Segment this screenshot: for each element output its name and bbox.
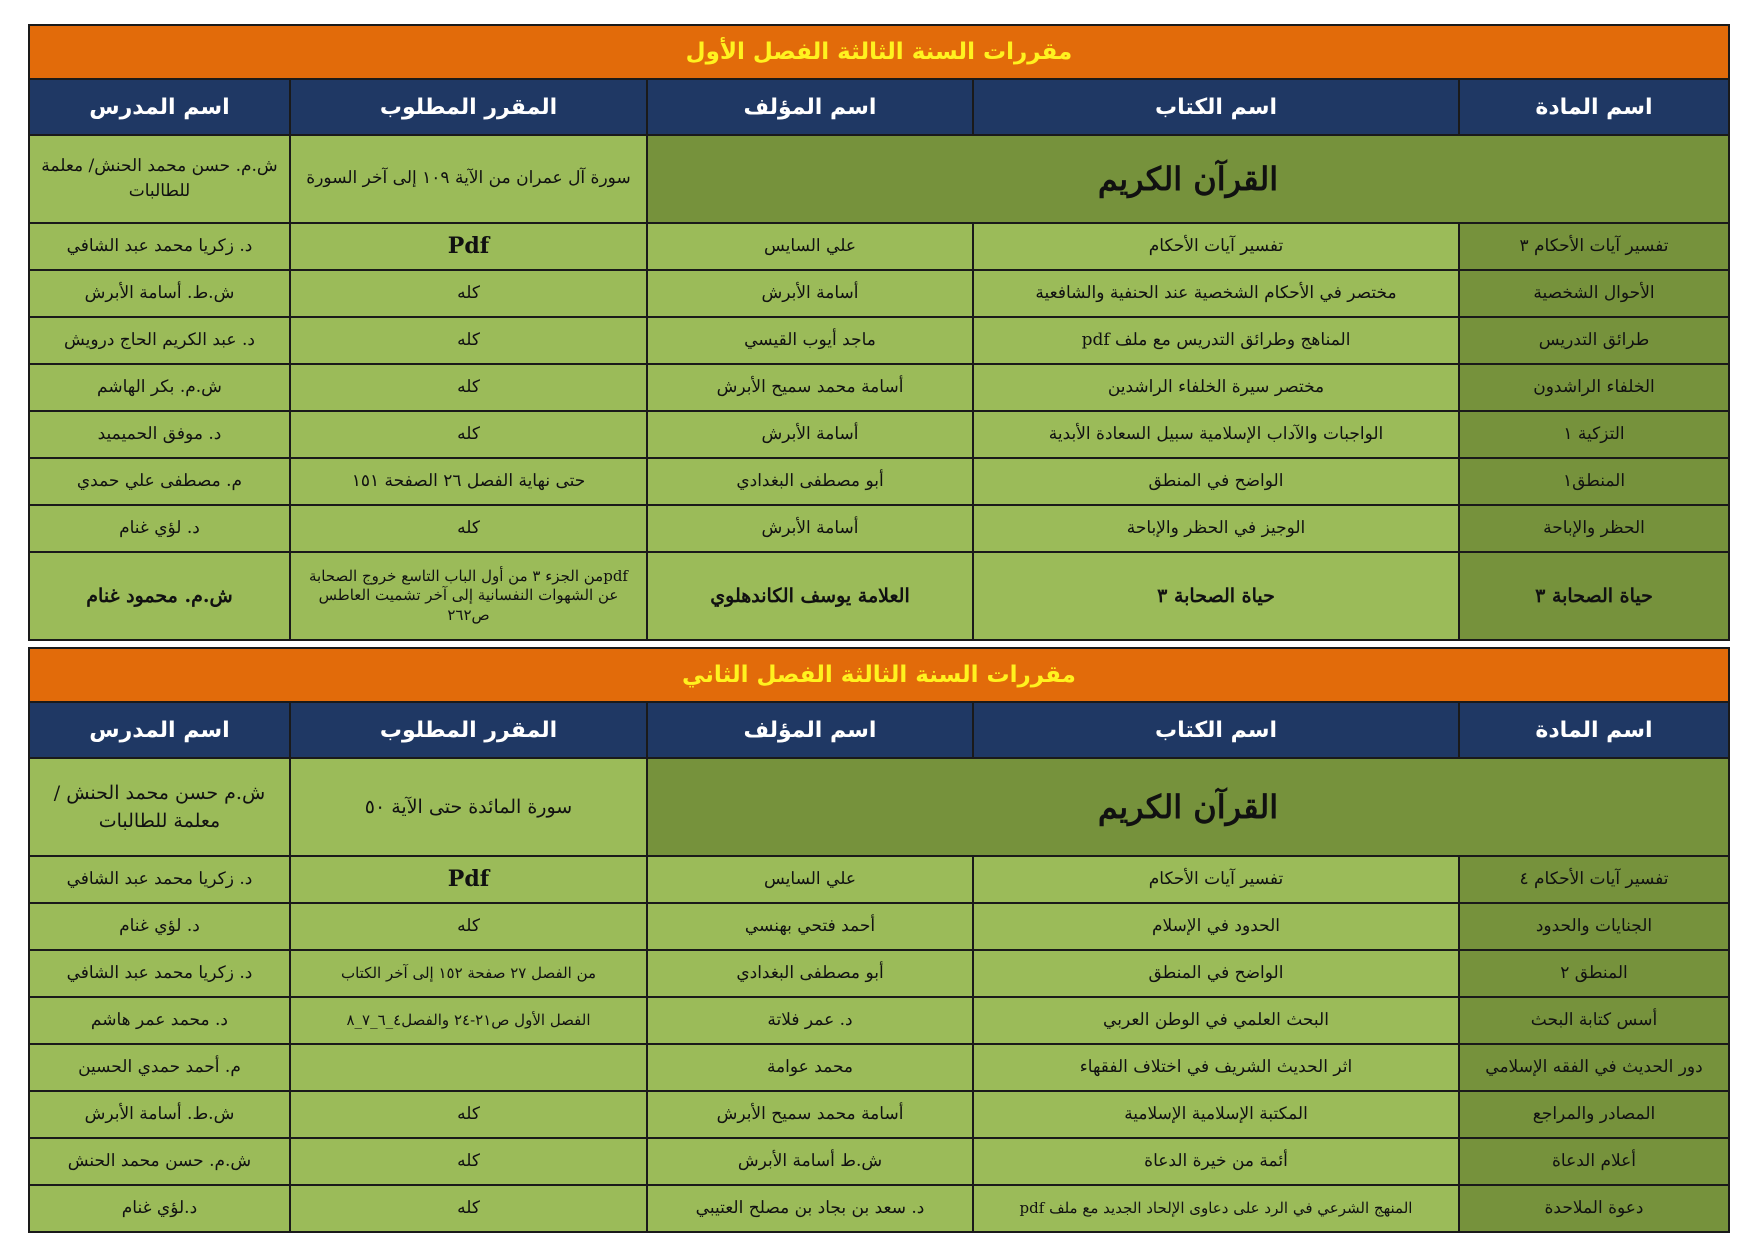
table-row xyxy=(29,552,1729,640)
table-row xyxy=(29,411,1729,458)
teacher-cell: د.لؤي غنام xyxy=(29,1185,290,1232)
quran-label: القرآن الكريم xyxy=(647,758,1729,856)
semester-2-section xyxy=(30,647,1730,1233)
author-cell: أسامة الأبرش xyxy=(647,270,973,317)
author-cell: ماجد أيوب القيسي xyxy=(647,317,973,364)
quran-row xyxy=(29,135,1729,223)
required-cell: كله xyxy=(290,1185,647,1232)
table-row xyxy=(29,950,1729,997)
required-cell: من الفصل ٢٧ صفحة ١٥٢ إلى آخر الكتاب xyxy=(290,950,647,997)
required-cell: كله xyxy=(290,317,647,364)
required-cell: كله xyxy=(290,1091,647,1138)
required-cell: كله xyxy=(290,270,647,317)
required-cell: الفصل الأول ص٢١-٢٤ والفصل٤_٦_٧_٨ xyxy=(290,997,647,1044)
semester-1-table xyxy=(28,24,1730,641)
table-row xyxy=(29,856,1729,903)
required-cell: pdfمن الجزء ٣ من أول الباب التاسع خروج الصحابة عن الشهوات النفسانية إلى آخر تشميت العاطس ص٢٦٢ xyxy=(290,552,647,640)
subject-cell: تفسير آيات الأحكام ٣ xyxy=(1459,223,1729,270)
header-author: اسم المؤلف xyxy=(647,702,973,758)
required-cell: كله xyxy=(290,903,647,950)
teacher-cell: م. أحمد حمدي الحسين xyxy=(29,1044,290,1091)
teacher-cell: ش.م. بكر الهاشم xyxy=(29,364,290,411)
header-book: اسم الكتاب xyxy=(973,79,1459,135)
subject-cell: التزكية ١ xyxy=(1459,411,1729,458)
quran-row xyxy=(29,758,1729,856)
teacher-cell: د. لؤي غنام xyxy=(29,903,290,950)
quran-required: سورة آل عمران من الآية ١٠٩ إلى آخر السورة xyxy=(290,135,647,223)
book-cell: حياة الصحابة ٣ xyxy=(973,552,1459,640)
header-subject: اسم المادة xyxy=(1459,702,1729,758)
author-cell: د. سعد بن بجاد بن مصلح العتيبي xyxy=(647,1185,973,1232)
semester-1-header-row xyxy=(29,79,1729,135)
required-cell: كله xyxy=(290,411,647,458)
header-required: المقرر المطلوب xyxy=(290,702,647,758)
book-cell: الوجيز في الحظر والإباحة xyxy=(973,505,1459,552)
teacher-cell: د. زكريا محمد عبد الشافي xyxy=(29,223,290,270)
semester-2-table xyxy=(28,647,1730,1233)
author-cell: ش.ط أسامة الأبرش xyxy=(647,1138,973,1185)
author-cell: محمد عوامة xyxy=(647,1044,973,1091)
table-row xyxy=(29,1044,1729,1091)
quran-required: سورة المائدة حتى الآية ٥٠ xyxy=(290,758,647,856)
author-cell: أسامة محمد سميح الأبرش xyxy=(647,364,973,411)
book-cell: الواجبات والآداب الإسلامية سبيل السعادة الأبدية xyxy=(973,411,1459,458)
subject-cell: أعلام الدعاة xyxy=(1459,1138,1729,1185)
book-cell: المكتبة الإسلامية الإسلامية xyxy=(973,1091,1459,1138)
header-teacher: اسم المدرس xyxy=(29,702,290,758)
subject-cell: دعوة الملاحدة xyxy=(1459,1185,1729,1232)
book-cell: البحث العلمي في الوطن العربي xyxy=(973,997,1459,1044)
table-row xyxy=(29,1091,1729,1138)
book-cell: الحدود في الإسلام xyxy=(973,903,1459,950)
author-cell: أبو مصطفى البغدادي xyxy=(647,458,973,505)
teacher-cell: د. عبد الكريم الحاج درويش xyxy=(29,317,290,364)
header-required: المقرر المطلوب xyxy=(290,79,647,135)
book-cell: اثر الحديث الشريف في اختلاف الفقهاء xyxy=(973,1044,1459,1091)
table-row xyxy=(29,1138,1729,1185)
teacher-cell: د. لؤي غنام xyxy=(29,505,290,552)
semester-2-title: مقررات السنة الثالثة الفصل الثاني xyxy=(29,648,1729,702)
teacher-cell: د. زكريا محمد عبد الشافي xyxy=(29,950,290,997)
book-cell: المنهج الشرعي في الرد على دعاوى الإلحاد الجديد مع ملف pdf xyxy=(973,1185,1459,1232)
teacher-cell: د. محمد عمر هاشم xyxy=(29,997,290,1044)
page xyxy=(30,24,1730,1233)
author-cell: أسامة الأبرش xyxy=(647,505,973,552)
required-cell: Pdf xyxy=(290,856,647,903)
subject-cell: طرائق التدريس xyxy=(1459,317,1729,364)
author-cell: أسامة محمد سميح الأبرش xyxy=(647,1091,973,1138)
table-row xyxy=(29,903,1729,950)
book-cell: تفسير آيات الأحكام xyxy=(973,223,1459,270)
header-author: اسم المؤلف xyxy=(647,79,973,135)
table-row xyxy=(29,458,1729,505)
semester-1-title-row xyxy=(29,25,1729,79)
teacher-cell: ش.ط. أسامة الأبرش xyxy=(29,270,290,317)
quran-label: القرآن الكريم xyxy=(647,135,1729,223)
teacher-cell: م. مصطفى علي حمدي xyxy=(29,458,290,505)
book-cell: مختصر في الأحكام الشخصية عند الحنفية والشافعية xyxy=(973,270,1459,317)
quran-teacher: ش.م. حسن محمد الحنش/ معلمة للطالبات xyxy=(29,135,290,223)
required-cell xyxy=(290,1044,647,1091)
author-cell: العلامة يوسف الكاندهلوي xyxy=(647,552,973,640)
required-cell: Pdf xyxy=(290,223,647,270)
subject-cell: دور الحديث في الفقه الإسلامي xyxy=(1459,1044,1729,1091)
required-cell: كله xyxy=(290,364,647,411)
header-book: اسم الكتاب xyxy=(973,702,1459,758)
author-cell: علي السايس xyxy=(647,223,973,270)
subject-cell: أسس كتابة البحث xyxy=(1459,997,1729,1044)
author-cell: أحمد فتحي بهنسي xyxy=(647,903,973,950)
subject-cell: الجنايات والحدود xyxy=(1459,903,1729,950)
header-teacher: اسم المدرس xyxy=(29,79,290,135)
subject-cell: الأحوال الشخصية xyxy=(1459,270,1729,317)
subject-cell: المنطق ٢ xyxy=(1459,950,1729,997)
book-cell: تفسير آيات الأحكام xyxy=(973,856,1459,903)
author-cell: علي السايس xyxy=(647,856,973,903)
header-subject: اسم المادة xyxy=(1459,79,1729,135)
table-row xyxy=(29,505,1729,552)
author-cell: أبو مصطفى البغدادي xyxy=(647,950,973,997)
table-row xyxy=(29,997,1729,1044)
table-row xyxy=(29,270,1729,317)
book-cell: الواضح في المنطق xyxy=(973,458,1459,505)
author-cell: أسامة الأبرش xyxy=(647,411,973,458)
required-cell: كله xyxy=(290,1138,647,1185)
teacher-cell: ش.ط. أسامة الأبرش xyxy=(29,1091,290,1138)
semester-2-title-row xyxy=(29,648,1729,702)
semester-1-title: مقررات السنة الثالثة الفصل الأول xyxy=(29,25,1729,79)
teacher-cell: ش.م. حسن محمد الحنش xyxy=(29,1138,290,1185)
table-row xyxy=(29,317,1729,364)
subject-cell: الحظر والإباحة xyxy=(1459,505,1729,552)
subject-cell: المنطق١ xyxy=(1459,458,1729,505)
teacher-cell: د. موفق الحميميد xyxy=(29,411,290,458)
table-row xyxy=(29,223,1729,270)
subject-cell: تفسير آيات الأحكام ٤ xyxy=(1459,856,1729,903)
subject-cell: حياة الصحابة ٣ xyxy=(1459,552,1729,640)
table-row xyxy=(29,364,1729,411)
book-cell: أئمة من خيرة الدعاة xyxy=(973,1138,1459,1185)
subject-cell: المصادر والمراجع xyxy=(1459,1091,1729,1138)
table-row xyxy=(29,1185,1729,1232)
required-cell: حتى نهاية الفصل ٢٦ الصفحة ١٥١ xyxy=(290,458,647,505)
book-cell: المناهج وطرائق التدريس مع ملف pdf xyxy=(973,317,1459,364)
semester-2-header-row xyxy=(29,702,1729,758)
teacher-cell: ش.م. محمود غنام xyxy=(29,552,290,640)
semester-1-section xyxy=(30,24,1730,641)
book-cell: مختصر سيرة الخلفاء الراشدين xyxy=(973,364,1459,411)
required-cell: كله xyxy=(290,505,647,552)
book-cell: الواضح في المنطق xyxy=(973,950,1459,997)
author-cell: د. عمر فلاتة xyxy=(647,997,973,1044)
teacher-cell: د. زكريا محمد عبد الشافي xyxy=(29,856,290,903)
quran-teacher: ش.م حسن محمد الحنش / معلمة للطالبات xyxy=(29,758,290,856)
subject-cell: الخلفاء الراشدون xyxy=(1459,364,1729,411)
